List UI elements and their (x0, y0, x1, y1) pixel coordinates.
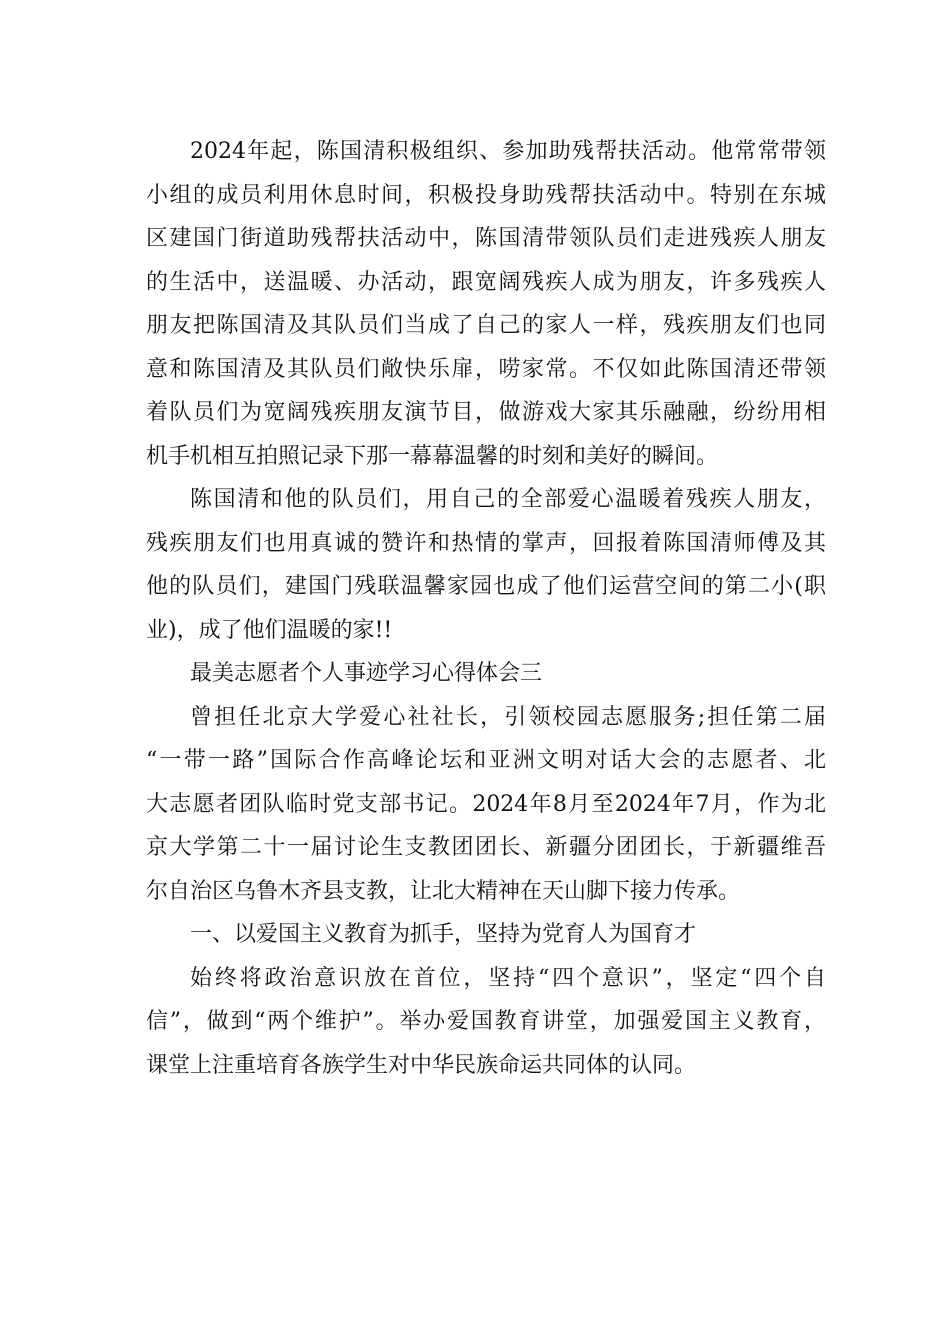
document-body (146, 130, 826, 1087)
text-line: 信”，做到“两个维护”。举办爱国教育讲堂，加强爱国主义教育， (146, 1009, 826, 1034)
text-line: 始终将政治意识放在首位，坚持“四个意识”，坚定“四个自 (190, 965, 826, 991)
paragraph-chen-activities (146, 130, 826, 478)
text-line: 课堂上注重培育各族学生对中华民族命运共同体的认同。 (146, 1052, 697, 1078)
text-line: 小组的成员利用休息时间，积极投身助残帮扶活动中。特别在东城 (146, 182, 826, 208)
text-line: 的生活中，送温暖、办活动，跟宽阔残疾人成为朋友，许多残疾人 (146, 269, 826, 295)
text-line: 机手机相互拍照记录下那一幕幕温馨的时刻和美好的瞬间。 (146, 443, 719, 469)
text-line: 大志愿者团队临时党支部书记。2024年8月至2024年7月，作为北 (146, 791, 826, 817)
subheading-patriotic-education (146, 913, 826, 957)
text-line: 曾担任北京大学爱心社社长，引领校园志愿服务;担任第二届 (190, 704, 826, 730)
text-line: “一带一路”国际合作高峰论坛和亚洲文明对话大会的志愿者、北 (146, 748, 826, 773)
paragraph-volunteer-bio (146, 696, 826, 914)
text-line: 意和陈国清及其队员们敞快乐扉，唠家常。不仅如此陈国清还带领 (146, 356, 826, 382)
text-line: 着队员们为宽阔残疾朋友演节目，做游戏大家其乐融融，纷纷用相 (146, 400, 826, 425)
text-line: 残疾朋友们也用真诚的赞许和热情的掌声，回报着陈国清师傅及其 (146, 530, 826, 556)
text-line: 2024年起，陈国清积极组织、参加助残帮扶活动。他常常带领 (190, 139, 826, 164)
heading-text: 一、以爱国主义教育为抓手，坚持为党育人为国育才 (190, 922, 697, 947)
text-line: 陈国清和他的队员们，用自己的全部爱心温暖着残疾人朋友， (190, 487, 826, 512)
section-heading (146, 652, 826, 696)
text-line: 京大学第二十一届讨论生支教团团长、新疆分团团长，于新疆维吾 (146, 835, 826, 860)
paragraph-political-awareness (146, 957, 826, 1088)
text-line: 他的队员们，建国门残联温馨家园也成了他们运营空间的第二小(职 (146, 574, 826, 599)
text-line: 区建国门街道助残帮扶活动中，陈国清带领队员们走进残疾人朋友 (146, 226, 826, 251)
heading-text: 最美志愿者个人事迹学习心得体会三 (190, 661, 543, 686)
text-line: 业)，成了他们温暖的家!! (146, 617, 393, 643)
paragraph-chen-team (146, 478, 826, 652)
text-line: 尔自治区乌鲁木齐县支教，让北大精神在天山脚下接力传承。 (146, 878, 741, 904)
text-line: 朋友把陈国清及其队员们当成了自己的家人一样，残疾朋友们也同 (146, 313, 826, 338)
